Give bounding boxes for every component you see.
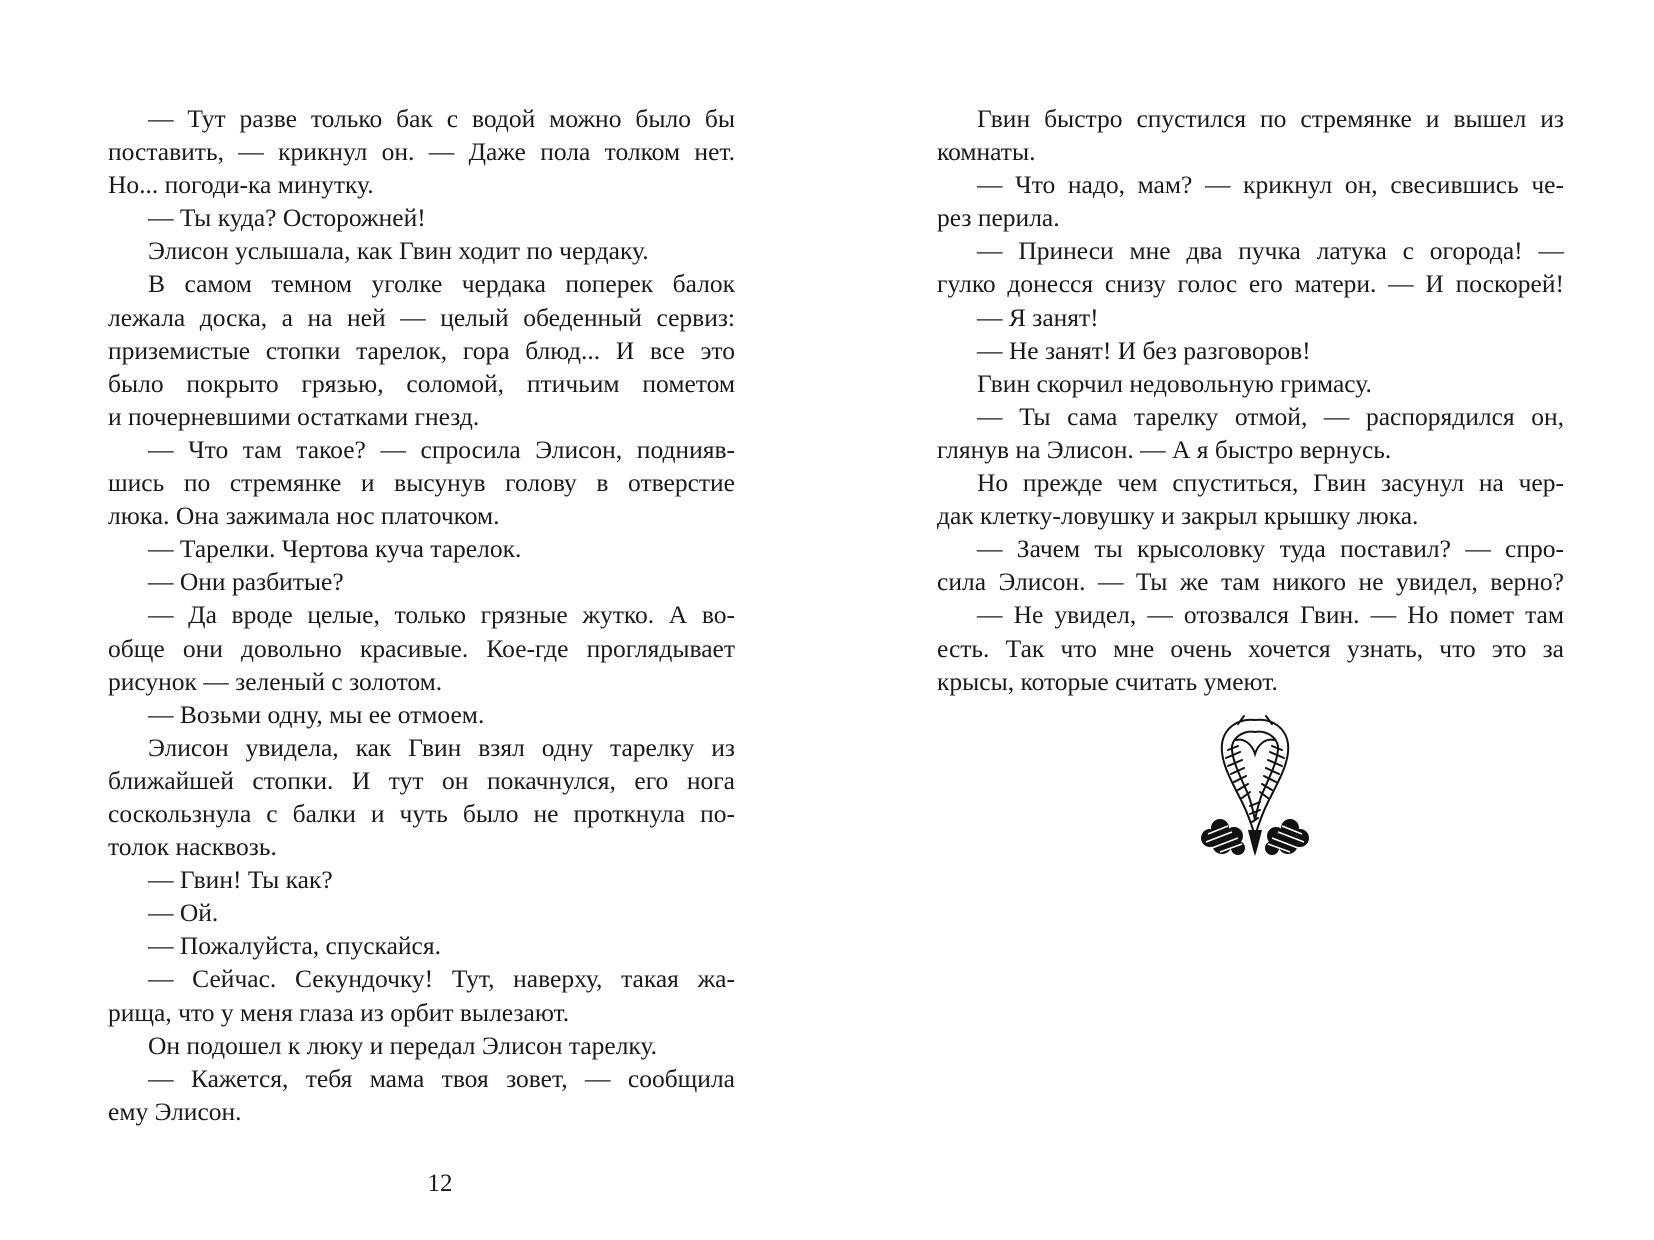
text-line: глянув на Элисон. — А я быстро вернусь.	[937, 434, 1392, 464]
text-line: Гвин скорчил недовольную гримасу.	[977, 368, 1372, 398]
text-line: — Тут разве только бак с водой можно было бы	[148, 104, 735, 133]
text-line: — Ой.	[148, 898, 219, 928]
text-line: дак клетку-ловушку и закрыл крышку люка.	[937, 501, 1419, 531]
text-line: шись по стремянке и высунув голову в отверстие	[108, 468, 735, 498]
text-line: — Тарелки. Чертова куча тарелок.	[148, 534, 522, 564]
text-line: — Что там такое? — спросила Элисон, поднияв-	[148, 434, 735, 464]
text-line: — Зачем ты крысоловку туда поставил? — спро-	[977, 534, 1564, 564]
text-line: было покрыто грязью, соломой, птичьим пометом	[108, 368, 735, 398]
text-line: — Пожалуйста, спускайся.	[148, 931, 441, 961]
text-line: — Не увидел, — отозвался Гвин. — Но помет там	[977, 600, 1564, 630]
text-line: — Кажется, тебя мама твоя зовет, — сообщила	[148, 1063, 735, 1093]
text-line: рисунок — зеленый с золотом.	[108, 666, 443, 696]
text-line: — Ты куда? Осторожней!	[148, 203, 426, 233]
text-line: — Я занят!	[977, 302, 1099, 332]
page-number: 12	[427, 1170, 453, 1197]
text-line: Элисон услышала, как Гвин ходит по чердаку.	[148, 236, 649, 266]
text-line: ближайшей стопки. И тут он покачнулся, его нога	[108, 765, 735, 795]
text-line: — Возьми одну, мы ее отмоем.	[148, 699, 485, 729]
text-line: ему Элисон.	[108, 1096, 242, 1126]
text-line: обще они довольно красивые. Кое-где проглядывает	[108, 633, 735, 663]
text-line: рища, что у меня глаза из орбит вылезают.	[108, 997, 570, 1027]
text-line: — Сейчас. Секундочку! Тут, наверху, такая жа-	[148, 964, 735, 994]
text-line: рез перила.	[937, 203, 1060, 233]
text-line: — Ты сама тарелку отмой, — распорядился он,	[977, 401, 1564, 431]
text-line: Он подошел к люку и передал Элисон тарелку.	[148, 1030, 658, 1060]
text-line: — Они разбитые?	[148, 567, 344, 597]
text-line: Элисон увидела, как Гвин взял одну тарелку из	[148, 732, 735, 762]
text-line: есть. Так что мне очень хочется узнать, что это за	[937, 633, 1564, 663]
text-line: люка. Она зажимала нос платочком.	[108, 501, 500, 531]
text-line: гулко донесся снизу голос его матери. — И поскорей!	[937, 269, 1564, 299]
text-line: и почерневшими остатками гнезд.	[108, 401, 480, 431]
text-line: сила Элисон. — Ты же там никого не увидел, верно?	[937, 567, 1564, 597]
text-line: крысы, которые считать умеют.	[937, 666, 1278, 696]
text-line: Но прежде чем спуститься, Гвин засунул на чер-	[977, 468, 1564, 498]
right-page-text	[937, 102, 1564, 698]
left-page-text	[108, 102, 735, 1128]
owl-ornament-icon	[1198, 710, 1312, 860]
text-line: Гвин быстро спустился по стремянке и вышел из	[977, 104, 1564, 133]
text-line: В самом темном уголке чердака поперек балок	[148, 269, 735, 299]
text-line: толок насквозь.	[108, 832, 277, 862]
text-line: — Да вроде целые, только грязные жутко. А во-	[148, 600, 735, 630]
text-line: поставить, — крикнул он. — Даже пола толком нет.	[108, 137, 735, 167]
text-line: соскользнула с балки и чуть было не проткнула по-	[108, 798, 735, 828]
text-line: приземистые стопки тарелок, гора блюд... И все это	[108, 335, 735, 365]
text-line: лежала доска, а на ней — целый обеденный сервиз:	[108, 302, 735, 332]
right-page	[827, 0, 1654, 1240]
text-line: — Что надо, мам? — крикнул он, свесившись че-	[977, 170, 1564, 200]
text-line: — Принеси мне два пучка латука с огорода! —	[977, 236, 1564, 266]
text-line: Но... погоди-ка минутку.	[108, 170, 374, 200]
text-line: — Гвин! Ты как?	[148, 865, 333, 895]
text-line: — Не занят! И без разговоров!	[977, 335, 1311, 365]
text-line: комнаты.	[937, 137, 1036, 167]
